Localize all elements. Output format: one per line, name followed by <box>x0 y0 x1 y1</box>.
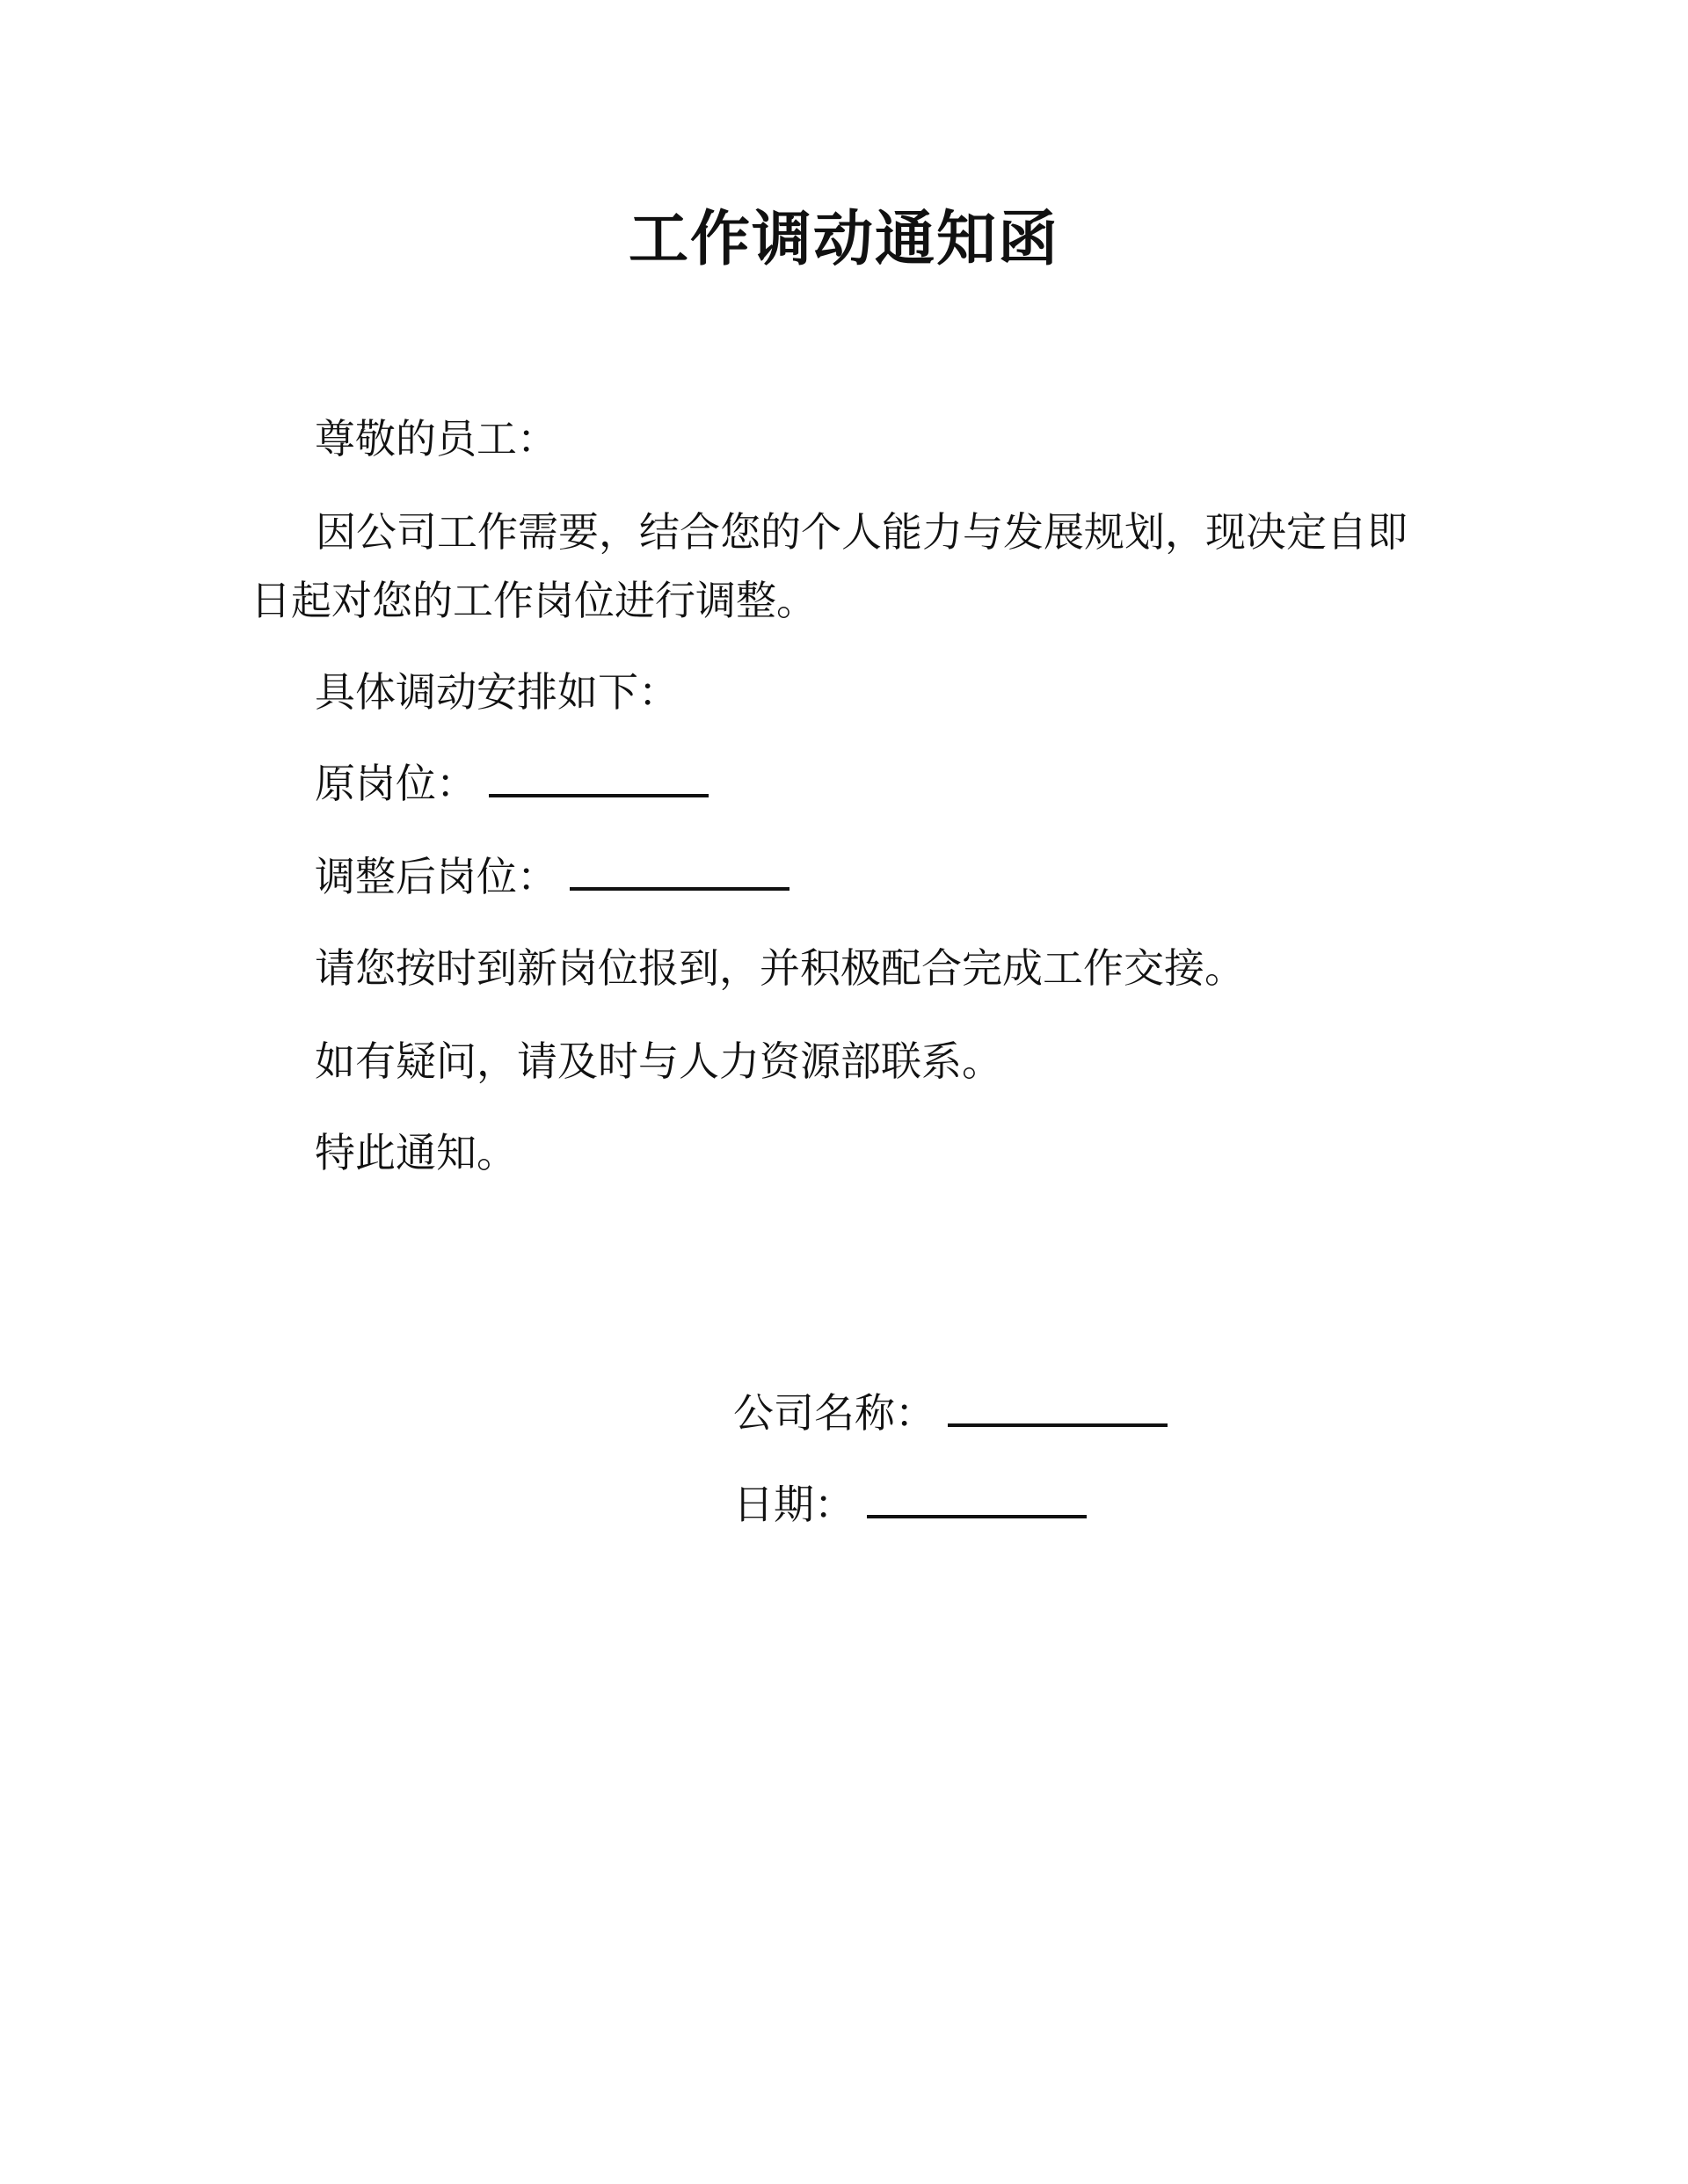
company-name-label: 公司名称： <box>733 1389 935 1437</box>
contact-text: 如有疑问，请及时与人力资源部联系。 <box>315 1037 1002 1085</box>
original-position-blank <box>489 757 709 797</box>
company-name-blank <box>948 1387 1168 1427</box>
new-position-blank <box>570 850 789 891</box>
date-row <box>733 1470 1087 1539</box>
original-position-label: 原岗位： <box>315 760 477 807</box>
date-label: 日期： <box>733 1481 855 1528</box>
closing-text: 特此通知。 <box>315 1129 517 1176</box>
new-position-label: 调整后岗位： <box>315 853 557 900</box>
instruction-text: 请您按时到新岗位报到，并积极配合完成工作交接。 <box>315 944 1245 992</box>
arrangement-intro: 具体调动安排如下： <box>315 668 679 716</box>
new-position-row <box>315 842 789 911</box>
original-position-row <box>315 749 709 818</box>
salutation: 尊敬的员工： <box>315 415 557 462</box>
date-blank <box>867 1478 1087 1518</box>
document-title: 工作调动通知函 <box>628 204 1059 274</box>
paragraph-reason: 因公司工作需要，结合您的个人能力与发展规划，现决定自即日起对您的工作岗位进行调整。 <box>251 508 1408 624</box>
company-name-row <box>733 1379 1168 1447</box>
